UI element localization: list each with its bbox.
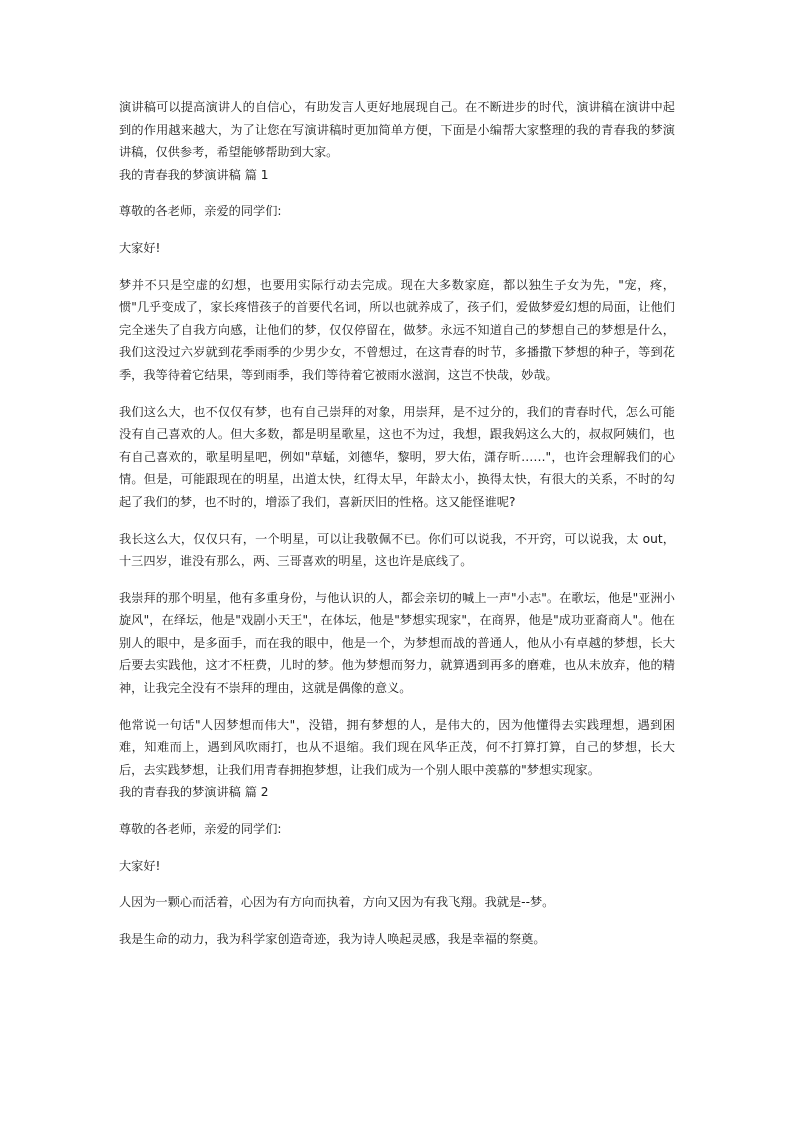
section-1-greeting: 大家好! [119,240,161,255]
document-body [119,96,675,950]
section-2-salutation: 尊敬的各老师，亲爱的同学们: [119,822,282,837]
section-1-paragraph-2: 我们这么大，也不仅仅有梦，也有自己崇拜的对象，用崇拜，是不过分的，我们的青春时代，怎么可能没有自己喜欢的人。但大多数，都是明星歌星，这也不为过，我想，跟我妈这么大的，叔叔阿姨们，也有自己喜欢的，歌星明星吧，例如"草蜢，刘德华，黎明，罗大佑，潇存昕……"，也许会理解我们的心情。但是，可能跟现在的明星，出道太快，红得太早，年龄太小，换得太快，有很大的关系，不时的勾起了我们的梦，也不时的，增添了我们，喜新厌旧的性格。这又能怪谁呢? [119,404,675,509]
section-2-paragraph-2: 我是生命的动力，我为科学家创造奇迹，我为诗人唤起灵感，我是幸福的祭奠。 [119,931,546,946]
section-1-salutation: 尊敬的各老师，亲爱的同学们: [119,204,282,219]
intro-paragraph: 演讲稿可以提高演讲人的自信心，有助发言人更好地展现自己。在不断进步的时代，演讲稿在演讲中起到的作用越来越大，为了让您在写演讲稿时更加简单方便，下面是小编帮大家整理的我的青春我的梦演讲稿，仅供参考，希望能够帮助到大家。 [119,100,675,160]
section-2-paragraph-1: 人因为一颗心而活着，心因为有方向而执着，方向又因为有我飞翔。我就是--梦。 [119,895,555,910]
section-2-title: 我的青春我的梦演讲稿 篇 2 [119,785,269,800]
section-1-paragraph-3: 我长这么大，仅仅只有，一个明星，可以让我敬佩不已。你们可以说我，不开窍，可以说我，太 out，十三四岁，谁没有那么，两、三哥喜欢的明星，这也许是底线了。 [119,531,675,569]
section-1-paragraph-4: 我崇拜的那个明星，他有多重身份，与他认识的人，都会亲切的喊上一声"小志"。在歌坛，他是"亚洲小旋风"，在绎坛，他是"戏剧小天王"，在体坛，他是"梦想实现家"，在商界，他是"成功亚裔商人"。他在别人的眼中，是多面手，而在我的眼中，他是一个，为梦想而战的普通人，他从小有卓越的梦想，长大后要去实践他，这才不枉费，儿时的梦。他为梦想而努力，就算遇到再多的磨难，也从未放弃，他的精神，让我完全没有不崇拜的理由，这就是偶像的意义。 [119,590,675,696]
section-2-greeting: 大家好! [119,858,161,873]
section-1-paragraph-1: 梦并不只是空虚的幻想，也要用实际行动去完成。现在大多数家庭，都以独生子女为先，"宠，疼，惯"几乎变成了，家长疼惜孩子的首要代名词，所以也就养成了，孩子们，爱做梦爱幻想的局面，让他们完全迷失了自我方向感，让他们的梦，仅仅停留在，做梦。永远不知道自己的梦想自己的梦想是什么，我们这没过六岁就到花季雨季的少男少女，不曾想过，在这青春的时节，多播撒下梦想的种子，等到花季，我等待着它结果，等到雨季，我们等待着它被雨水滋润，这岂不快哉，妙哉。 [119,277,675,382]
section-1-paragraph-5: 他常说一句话"人因梦想而伟大"，没错，拥有梦想的人，是伟大的，因为他懂得去实践理想，遇到困难，知难而上，遇到风吹雨打，也从不退缩。我们现在风华正茂，何不打算打算，自己的梦想，长大后，去实践梦想，让我们用青春拥抱梦想，让我们成为一个别人眼中羡慕的"梦想实现家。 [119,717,675,777]
section-1-title: 我的青春我的梦演讲稿 篇 1 [119,167,269,182]
